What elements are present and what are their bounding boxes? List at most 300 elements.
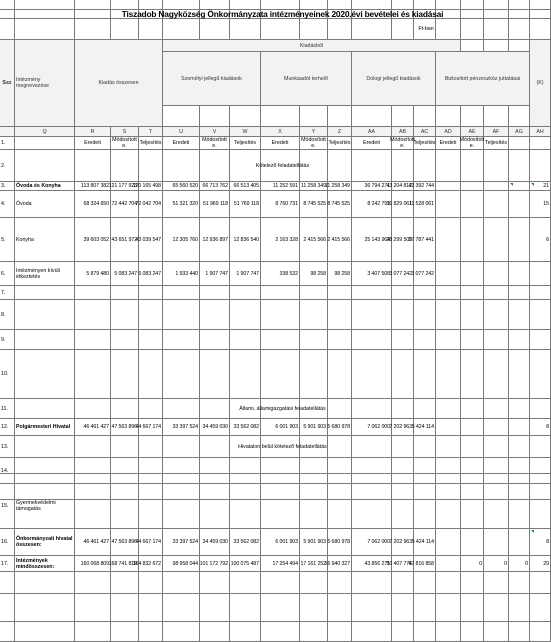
grid-cell[interactable] [509,137,530,150]
grid-cell[interactable] [261,330,300,350]
grid-cell[interactable] [436,484,461,500]
grid-cell[interactable] [414,330,436,350]
grid-cell[interactable] [436,458,461,474]
grid-cell[interactable] [15,19,75,40]
column-letter[interactable]: AB [392,127,414,137]
grid-cell[interactable] [461,474,484,484]
grid-cell[interactable] [300,622,328,642]
grid-cell[interactable] [200,474,230,484]
grid-cell[interactable] [392,330,414,350]
grid-cell[interactable] [509,300,530,330]
subheader-eredeti: Eredeti [75,137,111,150]
grid-cell[interactable] [352,19,392,40]
grid-cell[interactable] [509,218,530,262]
grid-cell[interactable] [111,330,139,350]
grid-cell[interactable] [163,286,200,300]
grid-cell[interactable] [111,572,139,594]
grid-cell[interactable] [484,106,509,127]
grid-cell[interactable] [111,350,139,399]
grid-cell[interactable] [509,500,530,529]
value-cell: 27 787 441 [414,218,436,262]
grid-cell[interactable] [261,458,300,474]
grid-cell[interactable] [200,458,230,474]
grid-cell[interactable] [436,556,461,572]
grid-cell[interactable] [75,572,111,594]
grid-cell[interactable] [484,474,509,484]
grid-cell[interactable] [509,330,530,350]
value-cell: 5 680 978 [328,529,352,556]
grid-cell[interactable] [230,622,261,642]
grid-cell[interactable] [436,300,461,330]
grid-cell[interactable] [461,419,484,436]
value-cell: 51 321 320 [163,191,200,218]
value-cell [200,484,230,529]
grid-cell[interactable] [461,300,484,330]
corner-cell[interactable] [0,127,15,137]
grid-cell[interactable] [230,572,261,594]
value-cell: 1 907 747 [200,262,230,286]
grid-cell[interactable] [111,300,139,330]
grid-cell[interactable] [461,182,484,191]
value-cell: 12 936 897 [200,218,230,262]
grid-cell[interactable] [230,458,261,474]
grid-cell[interactable] [530,286,551,300]
grid-cell[interactable] [139,19,163,40]
grid-cell[interactable] [530,300,551,330]
grid-cell[interactable] [352,594,392,622]
grid-cell[interactable] [328,458,352,474]
grid-cell[interactable] [484,500,509,529]
grid-cell[interactable] [75,19,111,40]
grid-cell[interactable] [461,500,484,529]
grid-cell[interactable] [436,330,461,350]
grid-cell[interactable] [436,191,461,218]
value-cell [352,484,392,529]
grid-cell[interactable] [392,474,414,484]
grid-cell[interactable] [15,286,75,300]
value-cell: 72 042 704 [139,191,163,218]
grid-cell[interactable] [163,572,200,594]
row-number: 1. [0,137,15,150]
grid-cell[interactable] [230,350,261,399]
grid-cell[interactable] [300,300,328,330]
grid-cell[interactable] [139,474,163,484]
grid-cell[interactable] [352,622,392,642]
grid-cell[interactable] [484,191,509,218]
grid-cell[interactable] [392,458,414,474]
grid-cell[interactable] [111,474,139,484]
grid-cell[interactable] [300,286,328,300]
grid-cell[interactable] [200,300,230,330]
grid-cell[interactable] [328,350,352,399]
value-cell: 3 407 508 [352,262,392,286]
grid-cell[interactable] [484,484,509,500]
grid-cell[interactable] [300,474,328,484]
grid-cell[interactable] [509,474,530,484]
grid-cell[interactable] [392,350,414,399]
grid-cell[interactable] [163,19,200,40]
grid-cell[interactable] [484,350,509,399]
grid-cell[interactable] [436,572,461,594]
value-cell: 28 299 509 [392,218,414,262]
grid-cell[interactable] [461,350,484,399]
grid-cell[interactable] [509,286,530,300]
grid-cell[interactable] [0,10,15,19]
subheader-eredeti: Eredeti [163,137,200,150]
grid-cell[interactable] [75,458,111,474]
grid-cell[interactable] [328,330,352,350]
grid-cell[interactable] [509,106,530,127]
grid-cell[interactable] [300,106,328,127]
grid-cell[interactable] [200,350,230,399]
grid-cell[interactable] [436,529,461,556]
grid-cell[interactable] [352,350,392,399]
value-cell: 7 062 000 [352,419,392,436]
grid-cell[interactable] [163,594,200,622]
grid-cell[interactable] [461,218,484,262]
grid-cell[interactable] [261,300,300,330]
grid-cell[interactable] [300,330,328,350]
grid-cell[interactable] [200,19,230,40]
grid-cell[interactable] [75,474,111,484]
value-cell: 164 832 672 [139,556,163,572]
grid-cell[interactable] [352,458,392,474]
grid-cell[interactable] [509,0,530,10]
grid-cell[interactable] [15,458,75,474]
grid-cell[interactable] [261,594,300,622]
row-number: 12. [0,419,15,436]
grid-cell[interactable] [230,286,261,300]
grid-cell[interactable] [436,218,461,262]
grid-cell[interactable] [436,622,461,642]
header-intezmeny: Intézmény megnevezése [15,40,75,127]
grid-cell[interactable] [530,0,551,10]
grid-cell[interactable] [484,594,509,622]
grid-cell[interactable] [200,622,230,642]
value-cell: 11 258 349 [300,183,326,189]
column-letter[interactable]: U [163,127,200,137]
grid-cell[interactable] [484,218,509,262]
grid-cell[interactable] [436,500,461,529]
grid-cell[interactable] [509,262,530,286]
grid-cell[interactable] [414,286,436,300]
grid-cell[interactable] [75,350,111,399]
grid-cell[interactable] [328,594,352,622]
grid-cell[interactable] [530,19,551,40]
grid-cell[interactable] [530,330,551,350]
grid-cell[interactable] [200,594,230,622]
grid-cell[interactable] [436,594,461,622]
grid-cell[interactable] [75,300,111,330]
grid-cell[interactable] [0,594,15,622]
grid-cell[interactable] [392,622,414,642]
grid-cell[interactable] [328,300,352,330]
grid-cell[interactable] [15,0,75,10]
grid-cell[interactable] [461,529,484,556]
grid-cell[interactable] [352,106,392,127]
grid-cell[interactable] [139,300,163,330]
subheader-eredeti: Eredeti [352,137,392,150]
grid-cell[interactable] [414,572,436,594]
grid-cell[interactable] [414,106,436,127]
grid-cell[interactable] [530,350,551,399]
grid-cell[interactable] [328,106,352,127]
grid-cell[interactable] [484,458,509,474]
grid-cell[interactable] [75,0,111,10]
grid-cell[interactable] [111,594,139,622]
grid-cell[interactable] [461,330,484,350]
grid-cell[interactable] [484,529,509,556]
value-cell: 8 745 525 [300,191,328,218]
grid-cell[interactable] [414,350,436,399]
grid-cell[interactable] [392,300,414,330]
grid-cell[interactable] [436,262,461,286]
grid-cell[interactable] [484,300,509,330]
grid-cell[interactable] [509,529,530,556]
grid-cell[interactable] [261,286,300,300]
grid-cell[interactable] [230,19,261,40]
column-letter[interactable]: AA [352,127,392,137]
grid-cell[interactable] [414,300,436,330]
grid-cell[interactable] [15,330,75,350]
grid-cell[interactable] [163,350,200,399]
grid-cell[interactable] [75,286,111,300]
header-biztositott: Biztosított pénzeszköz juttatásai [436,52,530,106]
grid-cell[interactable] [163,622,200,642]
grid-cell[interactable] [328,622,352,642]
grid-cell[interactable] [436,350,461,399]
value-cell: 1 907 747 [230,262,261,286]
grid-cell[interactable] [509,19,530,40]
grid-cell[interactable] [15,300,75,330]
grid-cell[interactable] [163,300,200,330]
grid-cell[interactable] [139,594,163,622]
column-letter[interactable]: Y [300,127,328,137]
grid-cell[interactable] [414,622,436,642]
grid-cell[interactable] [111,19,139,40]
grid-cell[interactable] [461,458,484,474]
grid-cell[interactable] [139,458,163,474]
grid-cell[interactable] [75,594,111,622]
grid-cell[interactable] [15,622,75,642]
grid-cell[interactable] [509,350,530,399]
grid-cell[interactable] [530,137,551,150]
value-cell-ah [530,262,551,286]
grid-cell[interactable] [436,182,461,191]
grid-cell[interactable] [261,474,300,484]
grid-cell[interactable] [461,40,484,52]
grid-cell[interactable] [163,458,200,474]
header-dologi: Dologi jellegű kiadások [352,52,436,106]
grid-cell[interactable] [15,572,75,594]
grid-cell[interactable] [414,458,436,474]
grid-cell[interactable] [0,622,15,642]
grid-cell[interactable] [300,350,328,399]
grid-cell[interactable] [509,572,530,594]
grid-cell[interactable] [530,572,551,594]
grid-cell[interactable] [484,419,509,436]
grid-cell[interactable] [200,330,230,350]
grid-cell[interactable] [261,19,300,40]
grid-cell[interactable] [15,350,75,399]
grid-cell[interactable] [328,474,352,484]
grid-cell[interactable] [139,286,163,300]
grid-cell[interactable] [139,622,163,642]
grid-cell[interactable] [230,106,261,127]
grid-cell[interactable] [392,106,414,127]
column-letter[interactable]: Z [328,127,352,137]
grid-cell[interactable] [461,262,484,286]
grid-cell[interactable] [230,474,261,484]
column-letter[interactable]: AF [484,127,509,137]
grid-cell[interactable] [0,19,15,40]
column-letter[interactable]: AD [436,127,461,137]
column-letter[interactable]: T [139,127,163,137]
grid-cell[interactable] [111,286,139,300]
grid-cell[interactable] [328,19,352,40]
grid-cell[interactable] [261,106,300,127]
grid-cell[interactable] [509,40,530,52]
grid-cell[interactable] [230,594,261,622]
grid-cell[interactable] [509,484,530,500]
grid-cell[interactable] [261,572,300,594]
grid-cell[interactable] [352,330,392,350]
grid-cell[interactable] [75,622,111,642]
grid-cell[interactable] [461,19,484,40]
grid-cell[interactable] [352,286,392,300]
value-cell: 2 163 328 [261,218,300,262]
value-cell-ah: 15 [530,191,551,218]
grid-cell[interactable] [484,330,509,350]
grid-cell[interactable] [111,622,139,642]
column-letter[interactable]: R [75,127,111,137]
grid-cell[interactable] [436,106,461,127]
grid-cell[interactable] [484,40,509,52]
column-letter[interactable]: X [261,127,300,137]
grid-cell[interactable] [461,106,484,127]
grid-cell[interactable] [461,622,484,642]
grid-cell[interactable] [15,137,75,150]
grid-cell[interactable] [300,19,328,40]
value-cell [392,484,414,529]
grid-cell[interactable] [352,474,392,484]
value-cell: 5 901 903 [300,529,328,556]
row-number: 17. [0,556,15,572]
value-cell: 113 807 382 [75,182,111,191]
value-cell: 11 258 349 [324,183,350,189]
grid-cell[interactable] [300,458,328,474]
subheader-modositott: Módosított e. [111,137,139,150]
grid-cell[interactable] [484,0,509,10]
grid-cell[interactable] [139,572,163,594]
grid-cell[interactable] [484,572,509,594]
value-cell: 1 933 440 [163,262,200,286]
grid-cell[interactable] [414,594,436,622]
grid-cell[interactable] [461,0,484,10]
grid-cell[interactable] [139,350,163,399]
grid-cell[interactable] [461,286,484,300]
grid-cell[interactable] [15,594,75,622]
grid-cell[interactable] [111,458,139,474]
grid-cell[interactable] [0,0,15,10]
grid-cell[interactable] [163,106,200,127]
grid-cell[interactable] [392,594,414,622]
column-letter[interactable]: AC [414,127,436,137]
grid-cell[interactable] [461,191,484,218]
grid-cell[interactable] [261,350,300,399]
grid-cell[interactable] [75,330,111,350]
grid-cell[interactable] [461,594,484,622]
column-letter[interactable]: AG [509,127,530,137]
row-number: 2. [0,150,15,182]
grid-cell[interactable] [300,594,328,622]
column-letter[interactable]: Q [15,127,75,137]
grid-cell[interactable] [484,262,509,286]
grid-cell[interactable] [352,572,392,594]
column-letter[interactable]: W [230,127,261,137]
value-cell [75,484,111,529]
grid-cell[interactable] [15,474,75,484]
grid-cell[interactable] [530,474,551,484]
grid-cell[interactable] [509,458,530,474]
grid-cell[interactable] [392,286,414,300]
grid-cell[interactable] [530,458,551,474]
grid-cell[interactable] [509,622,530,642]
grid-cell[interactable] [484,182,509,191]
grid-cell[interactable] [509,191,530,218]
grid-cell[interactable] [328,286,352,300]
row-number: 9. [0,330,15,350]
grid-cell[interactable] [436,474,461,484]
value-cell: 8 760 731 [261,191,300,218]
grid-cell[interactable] [392,572,414,594]
grid-cell[interactable] [436,419,461,436]
value-cell: 121 177 923 [108,183,137,189]
grid-cell[interactable] [530,594,551,622]
grid-cell[interactable] [352,300,392,330]
grid-cell[interactable] [484,622,509,642]
grid-cell[interactable] [414,474,436,484]
grid-cell[interactable] [461,484,484,500]
grid-cell[interactable] [200,106,230,127]
value-cell: 42 392 744 [408,183,434,189]
grid-cell[interactable] [163,330,200,350]
grid-cell[interactable] [139,330,163,350]
grid-cell[interactable] [230,300,261,330]
grid-cell[interactable] [200,572,230,594]
grid-cell[interactable] [530,622,551,642]
grid-cell[interactable] [163,474,200,484]
grid-cell[interactable] [300,572,328,594]
column-letter[interactable]: AE [461,127,484,137]
grid-cell[interactable] [509,594,530,622]
grid-cell[interactable] [461,572,484,594]
grid-cell[interactable] [328,572,352,594]
column-letter[interactable]: AH [530,127,551,137]
row-number: 10. [0,350,15,399]
grid-cell[interactable] [230,330,261,350]
grid-cell[interactable] [484,19,509,40]
grid-cell[interactable] [436,286,461,300]
grid-cell[interactable] [509,419,530,436]
grid-cell[interactable] [484,286,509,300]
grid-cell[interactable] [200,286,230,300]
subheader-modositott: Módosított e. [459,137,485,149]
column-letter[interactable]: S [111,127,139,137]
grid-cell[interactable] [261,622,300,642]
grid-cell[interactable] [0,572,15,594]
column-letter[interactable]: V [200,127,230,137]
